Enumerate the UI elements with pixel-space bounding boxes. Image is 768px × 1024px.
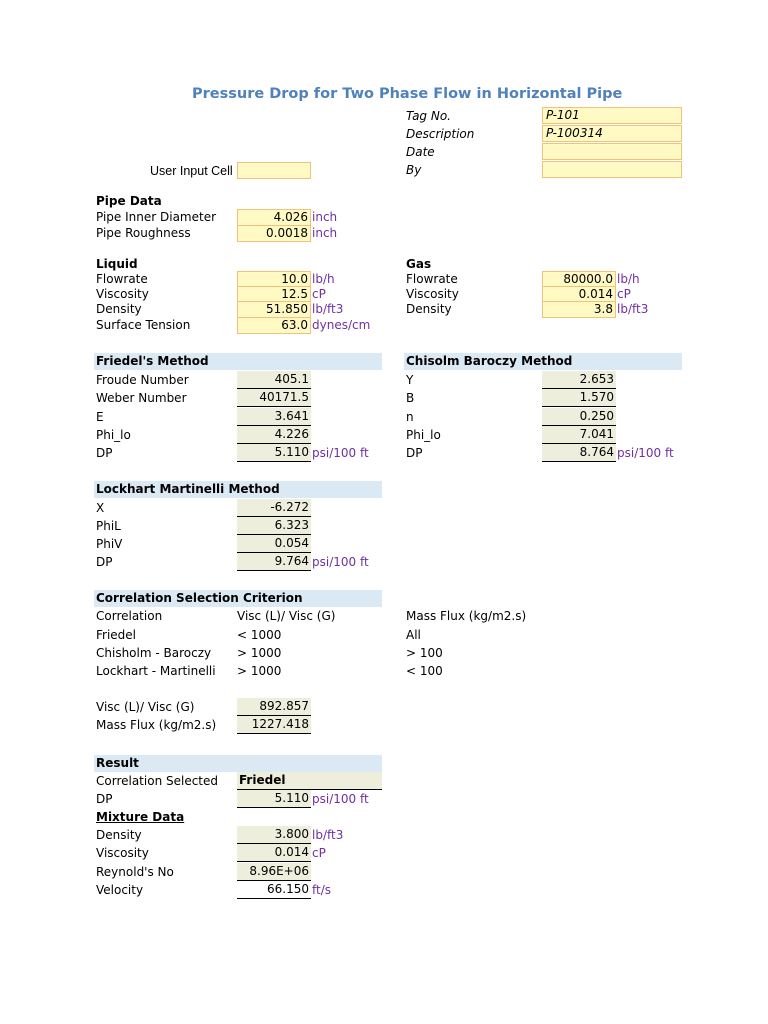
chisolm-row-value: 1.570 bbox=[542, 389, 616, 407]
gas-viscosity-input[interactable]: 0.014 bbox=[542, 286, 616, 303]
chisolm-row-label: Y bbox=[406, 373, 414, 387]
criterion-header-cell: Visc (L)/ Visc (G) bbox=[237, 609, 336, 623]
criterion-cell: > 1000 bbox=[237, 664, 282, 678]
gas-density-input[interactable]: 3.8 bbox=[542, 301, 616, 318]
result-heading: Result bbox=[96, 756, 139, 770]
date-input[interactable] bbox=[542, 143, 682, 160]
pipe-roughness-label: Pipe Roughness bbox=[96, 226, 191, 240]
by-input[interactable] bbox=[542, 161, 682, 178]
result-dp-value: 5.110 bbox=[237, 790, 311, 808]
lockhart-row-value: 0.054 bbox=[237, 535, 311, 553]
chisolm-row-label: n bbox=[406, 410, 414, 424]
friedel-dp-unit: psi/100 ft bbox=[312, 446, 369, 460]
friedel-heading: Friedel's Method bbox=[96, 354, 209, 368]
liquid-density-unit: lb/ft3 bbox=[312, 302, 344, 316]
liquid-flowrate-unit: lb/h bbox=[312, 272, 335, 286]
friedel-row-label: Froude Number bbox=[96, 373, 189, 387]
user-input-legend-swatch bbox=[237, 162, 311, 179]
mixture-density-unit: lb/ft3 bbox=[312, 828, 344, 842]
visc-ratio-value: 892.857 bbox=[237, 698, 311, 716]
friedel-row-label: Weber Number bbox=[96, 391, 187, 405]
friedel-row-label: DP bbox=[96, 446, 113, 460]
chisolm-row-label: B bbox=[406, 391, 415, 405]
liquid-density-label: Density bbox=[96, 302, 142, 316]
gas-flowrate-label: Flowrate bbox=[406, 272, 458, 286]
velocity-unit: ft/s bbox=[312, 883, 332, 897]
user-input-legend-label: User Input Cell bbox=[150, 164, 233, 178]
criterion-cell: > 1000 bbox=[237, 646, 282, 660]
reynolds-label: Reynold's No bbox=[96, 865, 174, 879]
pipe-roughness-unit: inch bbox=[312, 226, 338, 240]
pipe-diameter-input[interactable]: 4.026 bbox=[237, 209, 311, 226]
friedel-row-value: 3.641 bbox=[237, 408, 311, 426]
liquid-heading: Liquid bbox=[96, 257, 138, 271]
by-label: By bbox=[406, 163, 422, 177]
criterion-cell: Chisholm - Baroczy bbox=[96, 646, 212, 660]
criterion-header-cell: Correlation bbox=[96, 609, 163, 623]
page-title: Pressure Drop for Two Phase Flow in Horizontal Pipe bbox=[192, 86, 623, 102]
date-label: Date bbox=[406, 145, 435, 159]
gas-viscosity-label: Viscosity bbox=[406, 287, 459, 301]
liquid-flowrate-label: Flowrate bbox=[96, 272, 148, 286]
visc-ratio-label: Visc (L)/ Visc (G) bbox=[96, 700, 195, 714]
criterion-cell: Lockhart - Martinelli bbox=[96, 664, 216, 678]
chisolm-row-label: Phi_lo bbox=[406, 428, 441, 442]
friedel-row-value: 4.226 bbox=[237, 426, 311, 444]
friedel-row-label: Phi_lo bbox=[96, 428, 131, 442]
chisolm-row-value: 2.653 bbox=[542, 371, 616, 389]
lockhart-row-label: X bbox=[96, 501, 105, 515]
criterion-section-band bbox=[94, 590, 382, 607]
correlation-selected-value: Friedel bbox=[237, 772, 382, 790]
surface-tension-label: Surface Tension bbox=[96, 318, 191, 332]
lockhart-section-band bbox=[94, 481, 382, 498]
tag-label: Tag No. bbox=[406, 109, 451, 123]
criterion-cell: All bbox=[406, 628, 421, 642]
lockhart-row-label: PhiL bbox=[96, 519, 121, 533]
lockhart-row-value: -6.272 bbox=[237, 499, 311, 517]
lockhart-row-value: 6.323 bbox=[237, 517, 311, 535]
gas-density-unit: lb/ft3 bbox=[617, 302, 649, 316]
result-dp-unit: psi/100 ft bbox=[312, 792, 369, 806]
velocity-value: 66.150 bbox=[237, 881, 311, 899]
velocity-label: Velocity bbox=[96, 883, 144, 897]
liquid-density-input[interactable]: 51.850 bbox=[237, 301, 311, 318]
pipe-diameter-label: Pipe Inner Diameter bbox=[96, 210, 217, 224]
pipe-data-heading: Pipe Data bbox=[96, 194, 162, 208]
lockhart-row-label: PhiV bbox=[96, 537, 123, 551]
criterion-header-cell: Mass Flux (kg/m2.s) bbox=[406, 609, 527, 623]
chisolm-row-value: 7.041 bbox=[542, 426, 616, 444]
mixture-viscosity-unit: cP bbox=[312, 846, 326, 860]
friedel-row-label: E bbox=[96, 410, 104, 424]
gas-viscosity-unit: cP bbox=[617, 287, 631, 301]
criterion-cell: < 1000 bbox=[237, 628, 282, 642]
lockhart-row-label: DP bbox=[96, 555, 113, 569]
friedel-dp-value: 5.110 bbox=[237, 444, 311, 462]
surface-tension-unit: dynes/cm bbox=[312, 318, 371, 332]
friedel-row-value: 405.1 bbox=[237, 371, 311, 389]
correlation-selected-label: Correlation Selected bbox=[96, 774, 219, 788]
mixture-density-label: Density bbox=[96, 828, 142, 842]
result-section-band bbox=[94, 755, 382, 772]
lockhart-dp-value: 9.764 bbox=[237, 553, 311, 571]
lockhart-heading: Lockhart Martinelli Method bbox=[96, 482, 280, 496]
chisolm-section-band bbox=[404, 353, 682, 370]
criterion-cell: > 100 bbox=[406, 646, 443, 660]
pipe-roughness-input[interactable]: 0.0018 bbox=[237, 225, 311, 242]
liquid-viscosity-label: Viscosity bbox=[96, 287, 149, 301]
chisolm-dp-value: 8.764 bbox=[542, 444, 616, 462]
liquid-flowrate-input[interactable]: 10.0 bbox=[237, 271, 311, 288]
result-dp-label: DP bbox=[96, 792, 113, 806]
friedel-row-value: 40171.5 bbox=[237, 389, 311, 407]
mixture-data-heading: Mixture Data bbox=[96, 810, 185, 824]
mixture-viscosity-label: Viscosity bbox=[96, 846, 149, 860]
pipe-diameter-unit: inch bbox=[312, 210, 338, 224]
gas-flowrate-unit: lb/h bbox=[617, 272, 640, 286]
tag-input[interactable]: P-101 bbox=[542, 107, 682, 124]
chisolm-row-label: DP bbox=[406, 446, 423, 460]
gas-density-label: Density bbox=[406, 302, 452, 316]
mixture-viscosity-value: 0.014 bbox=[237, 844, 311, 862]
reynolds-value: 8.96E+06 bbox=[237, 863, 311, 881]
chisolm-row-value: 0.250 bbox=[542, 408, 616, 426]
liquid-viscosity-input[interactable]: 12.5 bbox=[237, 286, 311, 303]
gas-flowrate-input[interactable]: 80000.0 bbox=[542, 271, 616, 288]
lockhart-dp-unit: psi/100 ft bbox=[312, 555, 369, 569]
mass-flux-label: Mass Flux (kg/m2.s) bbox=[96, 718, 217, 732]
gas-heading: Gas bbox=[406, 257, 432, 271]
mixture-density-value: 3.800 bbox=[237, 826, 311, 844]
chisolm-dp-unit: psi/100 ft bbox=[617, 446, 674, 460]
friedel-section-band bbox=[94, 353, 382, 370]
chisolm-heading: Chisolm Baroczy Method bbox=[406, 354, 573, 368]
criterion-heading: Correlation Selection Criterion bbox=[96, 591, 303, 605]
liquid-viscosity-unit: cP bbox=[312, 287, 326, 301]
mass-flux-value: 1227.418 bbox=[237, 716, 311, 734]
surface-tension-input[interactable]: 63.0 bbox=[237, 317, 311, 334]
criterion-cell: < 100 bbox=[406, 664, 443, 678]
criterion-cell: Friedel bbox=[96, 628, 137, 642]
description-label: Description bbox=[406, 127, 475, 141]
description-input[interactable]: P-100314 bbox=[542, 125, 682, 142]
